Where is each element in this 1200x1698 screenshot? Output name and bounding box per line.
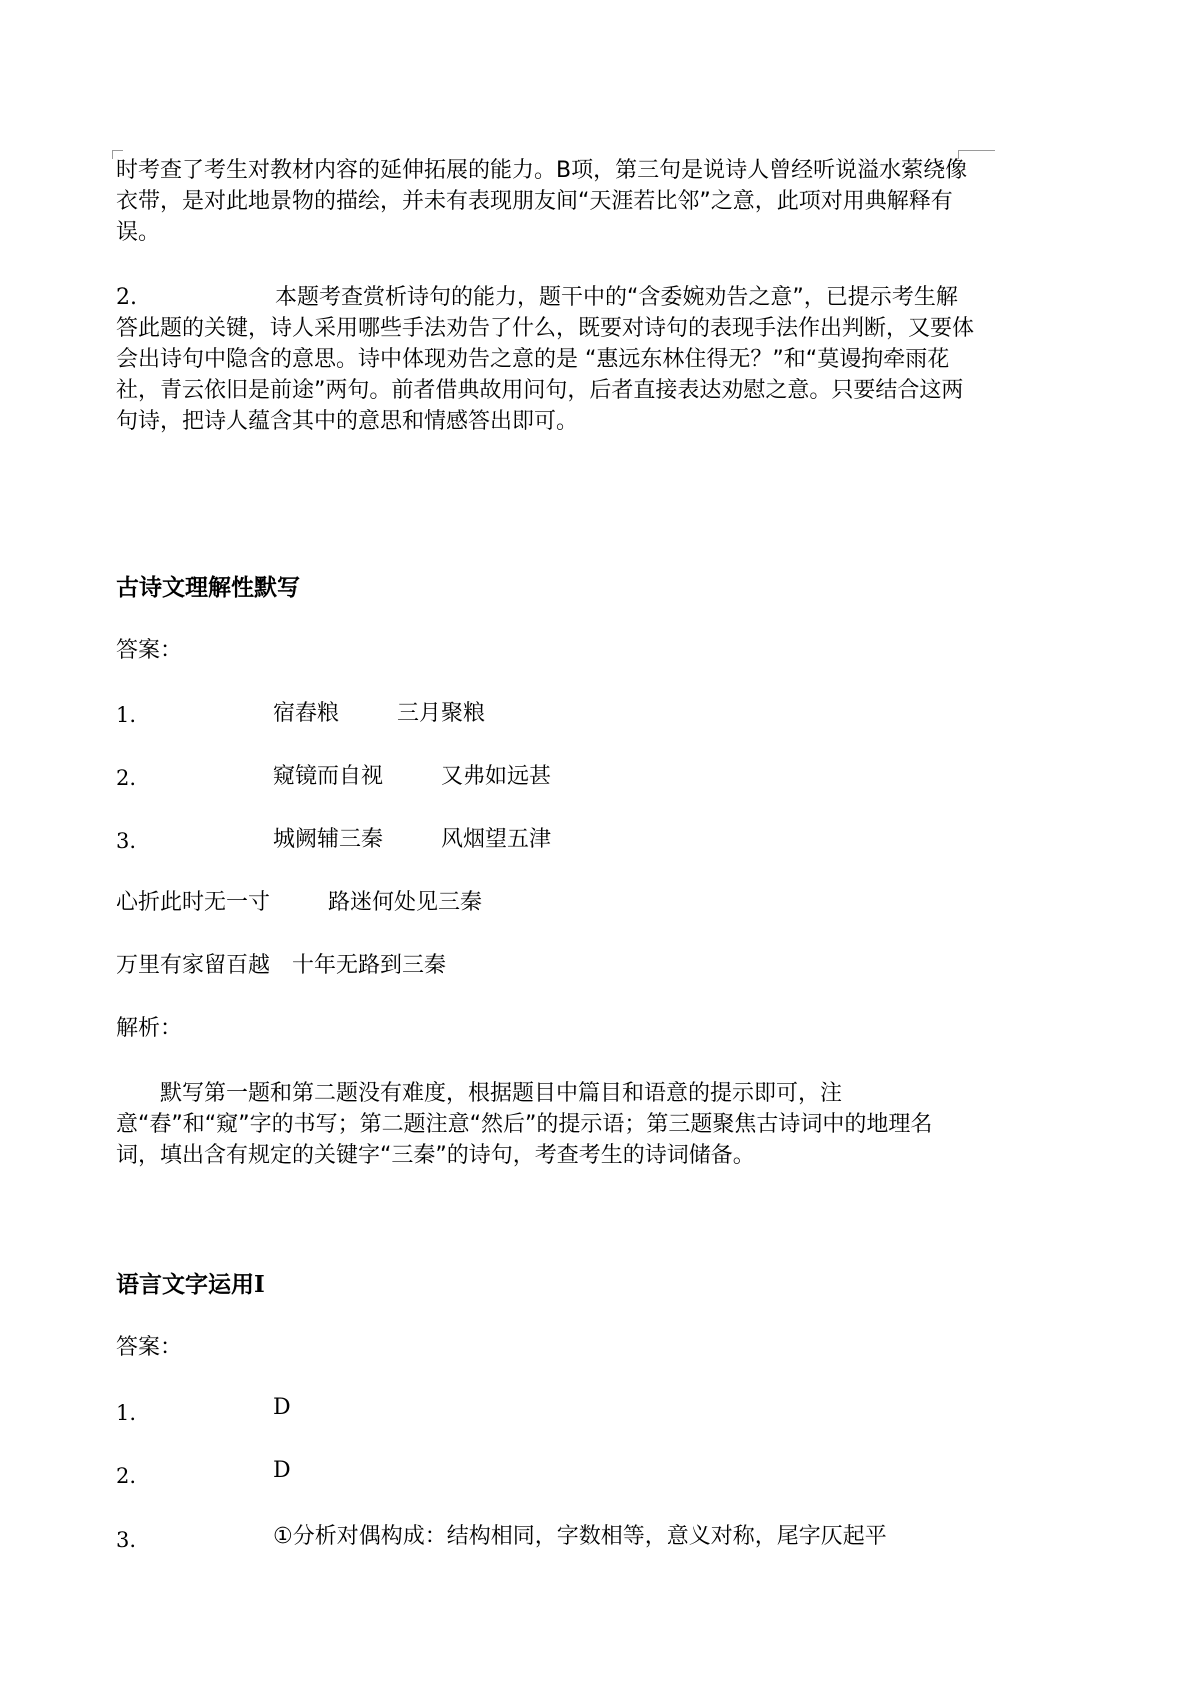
answer-extra-line [116,888,482,918]
answer-item-part-a: 宿舂粮 [273,701,340,726]
answer-item-number: 2. [116,766,137,790]
answer-item-text [273,762,551,792]
answer-extra-line [116,951,446,981]
answer-item-number: 3. [116,829,137,853]
answer-item-part-b: 风烟望五津 [441,827,552,852]
paragraph-item-2 [116,282,976,437]
section-title-poetry-dictation: 古诗文理解性默写 [116,574,300,601]
answer-item-number: 1. [116,1401,137,1425]
answer-item-part-b: 三月聚粮 [397,701,486,726]
paragraph-item-2-rest: 考生解答此题的关键，诗人采用哪些手法劝告了什么，既要对诗句的表现手法作出判断，又要体会出诗句中隐含的意思。诗中体现劝告之意的是 “惠远东林住得无？”和“莫谩拘牵雨花社，青云依旧是前途”两句。前者借典故用问句，后者直接表达劝慰之意。只要结合这两句诗，把诗人蕴含其中的意思和情感答出即可。 [116,285,975,434]
answer-extra-part-a: 心折此时无一寸 [116,890,271,915]
paragraph-continuation: 时考查了考生对教材内容的延伸拓展的能力。B项，第三句是说诗人曾经听说溢水萦绕像衣带，是对此地景物的描绘，并未有表现朋友间“天涯若比邻”之意，此项对用典解释有误。 [116,158,968,245]
answer-extra-part-a: 万里有家留百越 [116,953,271,978]
analysis-label: 解析： [116,1016,183,1041]
answer-label: 答案： [116,638,183,663]
answer-item-number: 1. [116,703,137,727]
answer-item-number: 2. [116,1464,137,1488]
answer-item-number: 3. [116,1528,137,1552]
answer-item-part-a: 城阙辅三秦 [273,827,384,852]
answer-extra-part-b: 路迷何处见三秦 [328,890,483,915]
answer-item-text: D [273,1395,291,1420]
answer-item-part-b: 又弗如远甚 [441,764,552,789]
paragraph-item-2-first-line: 本题考查赏析诗句的能力，题干中的“含委婉劝告之意”，已提示 [275,285,892,310]
section-title-language-use: 语言文字运用Ⅰ [116,1271,265,1298]
answer-item-part-a: 窥镜而自视 [273,764,384,789]
answer-item-text [273,825,551,855]
answer-item-text: D [273,1458,291,1483]
paragraph-item-2-number: 2. [116,285,137,310]
answer-item-text: ①分析对偶构成：结构相同，字数相等，意义对称，尾字仄起平 [273,1524,887,1549]
answer-item-text [273,699,485,729]
answer-extra-part-b: 十年无路到三秦 [292,953,447,978]
analysis-text: 默写第一题和第二题没有难度，根据题目中篇目和语意的提示即可，注意“舂”和“窥”字的书写；第二题注意“然后”的提示语；第三题聚焦古诗词中的地理名词，填出含有规定的关键字“三秦”的诗句，考查考生的诗词储备。 [116,1081,933,1168]
answer-label: 答案： [116,1335,183,1360]
